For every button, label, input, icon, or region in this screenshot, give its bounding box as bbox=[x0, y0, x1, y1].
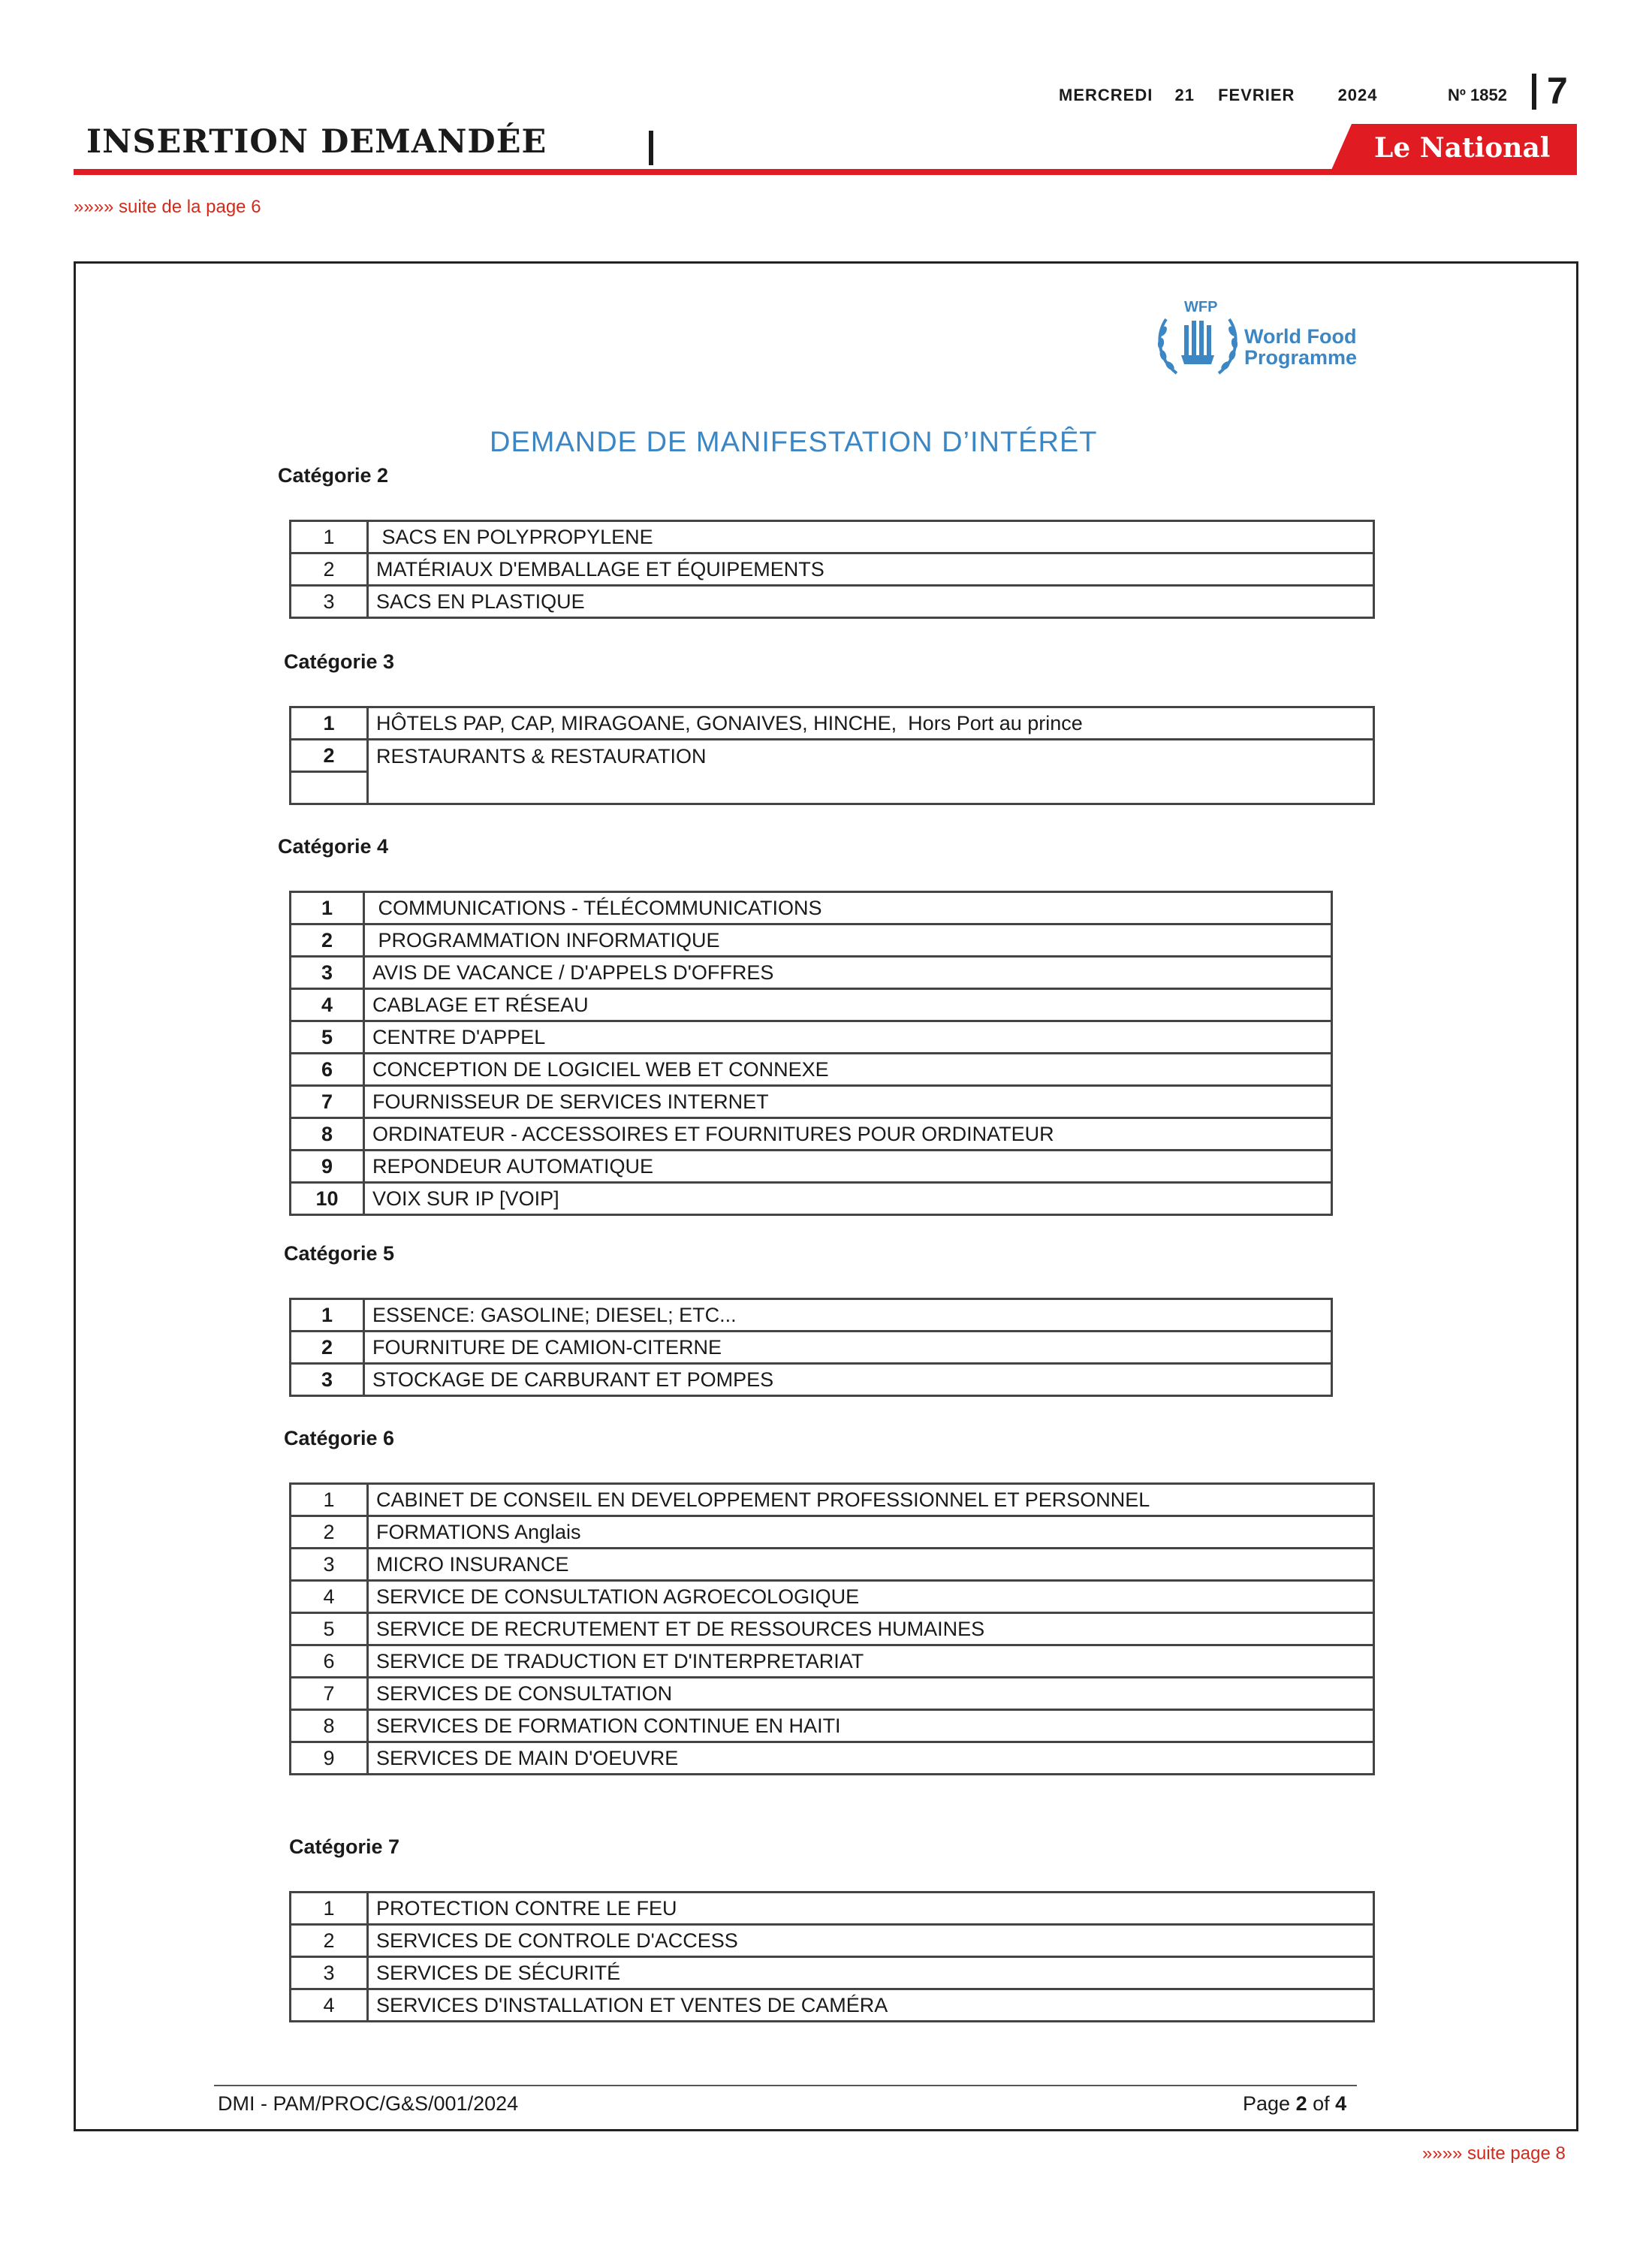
item-number: 2 bbox=[291, 1925, 368, 1957]
item-text: CONCEPTION DE LOGICIEL WEB ET CONNEXE bbox=[364, 1054, 1332, 1086]
item-number: 6 bbox=[291, 1054, 364, 1086]
item-text: HÔTELS PAP, CAP, MIRAGOANE, GONAIVES, HINCHE, Hors Port au prince bbox=[368, 707, 1374, 740]
item-number: 1 bbox=[291, 1484, 368, 1516]
item-text: SERVICE DE RECRUTEMENT ET DE RESSOURCES HUMAINES bbox=[368, 1613, 1374, 1645]
table-row bbox=[291, 1581, 1374, 1613]
table-row bbox=[291, 957, 1332, 989]
table-row bbox=[291, 1021, 1332, 1054]
wfp-logo bbox=[1145, 289, 1385, 387]
page-number-divider bbox=[1532, 74, 1536, 110]
table-row bbox=[291, 1516, 1374, 1549]
table-row bbox=[291, 1957, 1374, 1989]
item-text: SERVICE DE TRADUCTION ET D'INTERPRETARIAT bbox=[368, 1645, 1374, 1678]
table-row bbox=[291, 1054, 1332, 1086]
item-number: 2 bbox=[291, 553, 368, 586]
table-row bbox=[291, 1118, 1332, 1151]
category-4-label: Catégorie 4 bbox=[278, 835, 389, 858]
table-row bbox=[291, 521, 1374, 553]
brand-name: Le National bbox=[1374, 132, 1551, 164]
table-row bbox=[291, 1151, 1332, 1183]
item-text: STOCKAGE DE CARBURANT ET POMPES bbox=[364, 1364, 1332, 1396]
item-number: 1 bbox=[291, 521, 368, 553]
table-row bbox=[291, 1925, 1374, 1957]
item-text: SERVICES DE CONTROLE D'ACCESS bbox=[368, 1925, 1374, 1957]
item-number: 1 bbox=[291, 707, 368, 740]
table-row bbox=[291, 1364, 1332, 1396]
issue-date bbox=[1059, 86, 1378, 105]
item-number: 2 bbox=[291, 1332, 364, 1364]
logo-line-2: Programme bbox=[1244, 346, 1358, 369]
item-text: VOIX SUR IP [VOIP] bbox=[364, 1183, 1332, 1215]
item-text: RESTAURANTS & RESTAURATION bbox=[368, 740, 1374, 804]
logo-line-1: World Food bbox=[1244, 325, 1357, 348]
item-number: 8 bbox=[291, 1710, 368, 1742]
continued-from-note: »»»» suite de la page 6 bbox=[74, 197, 261, 217]
table-row bbox=[291, 740, 1374, 772]
item-text: REPONDEUR AUTOMATIQUE bbox=[364, 1151, 1332, 1183]
table-row bbox=[291, 1893, 1374, 1925]
page-middle: of bbox=[1307, 2092, 1336, 2115]
document-footer-rule bbox=[214, 2085, 1357, 2086]
item-number: 3 bbox=[291, 586, 368, 618]
table-row bbox=[291, 586, 1374, 618]
item-number: 2 bbox=[291, 740, 368, 772]
item-text: CABLAGE ET RÉSEAU bbox=[364, 989, 1332, 1021]
item-number: 9 bbox=[291, 1742, 368, 1775]
table-row bbox=[291, 1710, 1374, 1742]
item-number: 2 bbox=[291, 1516, 368, 1549]
category-3-label: Catégorie 3 bbox=[284, 650, 395, 673]
item-number: 3 bbox=[291, 1364, 364, 1396]
item-number: 5 bbox=[291, 1021, 364, 1054]
document-title: DEMANDE DE MANIFESTATION D’INTÉRÊT bbox=[490, 427, 1098, 458]
item-text: PROGRAMMATION INFORMATIQUE bbox=[364, 924, 1332, 957]
category-6-table bbox=[289, 1482, 1375, 1775]
logo-acronym: WFP bbox=[1184, 299, 1218, 315]
item-number: 8 bbox=[291, 1118, 364, 1151]
item-text: AVIS DE VACANCE / D'APPELS D'OFFRES bbox=[364, 957, 1332, 989]
item-text: SACS EN PLASTIQUE bbox=[368, 586, 1374, 618]
category-5-label: Catégorie 5 bbox=[284, 1242, 395, 1265]
table-row bbox=[291, 892, 1332, 924]
item-number: 2 bbox=[291, 924, 364, 957]
item-text: CABINET DE CONSEIL EN DEVELOPPEMENT PROFESSIONNEL ET PERSONNEL bbox=[368, 1484, 1374, 1516]
category-2-table bbox=[289, 520, 1375, 619]
item-number: 4 bbox=[291, 1581, 368, 1613]
issue-number: Nº 1852 bbox=[1448, 86, 1507, 104]
table-row bbox=[291, 1645, 1374, 1678]
document-reference: DMI - PAM/PROC/G&S/001/2024 bbox=[218, 2092, 519, 2115]
item-number: 10 bbox=[291, 1183, 364, 1215]
item-text: PROTECTION CONTRE LE FEU bbox=[368, 1893, 1374, 1925]
category-5-table bbox=[289, 1298, 1333, 1397]
table-row bbox=[291, 989, 1332, 1021]
item-number: 3 bbox=[291, 957, 364, 989]
item-text: CENTRE D'APPEL bbox=[364, 1021, 1332, 1054]
item-number: 1 bbox=[291, 1893, 368, 1925]
item-text: MICRO INSURANCE bbox=[368, 1549, 1374, 1581]
table-row bbox=[291, 1678, 1374, 1710]
item-number: 4 bbox=[291, 1989, 368, 2022]
item-number: 5 bbox=[291, 1613, 368, 1645]
table-row bbox=[291, 1299, 1332, 1332]
item-text: SERVICES D'INSTALLATION ET VENTES DE CAMÉRA bbox=[368, 1989, 1374, 2022]
item-number: 6 bbox=[291, 1645, 368, 1678]
table-row bbox=[291, 1484, 1374, 1516]
page-total: 4 bbox=[1335, 2092, 1347, 2115]
item-number: 1 bbox=[291, 1299, 364, 1332]
item-text: SACS EN POLYPROPYLENE bbox=[368, 521, 1374, 553]
date-day: 21 bbox=[1174, 86, 1195, 104]
item-text: MATÉRIAUX D'EMBALLAGE ET ÉQUIPEMENTS bbox=[368, 553, 1374, 586]
item-number: 1 bbox=[291, 892, 364, 924]
item-number: 3 bbox=[291, 1957, 368, 1989]
table-row bbox=[291, 553, 1374, 586]
table-row bbox=[291, 924, 1332, 957]
table-row bbox=[291, 1989, 1374, 2022]
item-text: SERVICES DE MAIN D'OEUVRE bbox=[368, 1742, 1374, 1775]
item-text: FORMATIONS Anglais bbox=[368, 1516, 1374, 1549]
category-6-label: Catégorie 6 bbox=[284, 1427, 395, 1449]
category-2-label: Catégorie 2 bbox=[278, 464, 389, 487]
item-text: FOURNITURE DE CAMION-CITERNE bbox=[364, 1332, 1332, 1364]
table-row bbox=[291, 1613, 1374, 1645]
item-text: SERVICE DE CONSULTATION AGROECOLOGIQUE bbox=[368, 1581, 1374, 1613]
table-row bbox=[291, 1742, 1374, 1775]
item-text: SERVICES DE FORMATION CONTINUE EN HAITI bbox=[368, 1710, 1374, 1742]
page-current: 2 bbox=[1295, 2092, 1307, 2115]
item-text: SERVICES DE SÉCURITÉ bbox=[368, 1957, 1374, 1989]
item-text: ESSENCE: GASOLINE; DIESEL; ETC... bbox=[364, 1299, 1332, 1332]
category-7-table bbox=[289, 1891, 1375, 2022]
item-number: 7 bbox=[291, 1678, 368, 1710]
table-row bbox=[291, 1549, 1374, 1581]
item-text: COMMUNICATIONS - TÉLÉCOMMUNICATIONS bbox=[364, 892, 1332, 924]
page-number: 7 bbox=[1547, 70, 1568, 112]
table-row bbox=[291, 1332, 1332, 1364]
date-year: 2024 bbox=[1337, 86, 1378, 104]
continued-to-note: »»»» suite page 8 bbox=[1422, 2143, 1566, 2164]
item-text: SERVICES DE CONSULTATION bbox=[368, 1678, 1374, 1710]
section-title: INSERTION DEMANDÉE bbox=[86, 123, 547, 161]
item-number: 9 bbox=[291, 1151, 364, 1183]
table-row bbox=[291, 1086, 1332, 1118]
item-text: FOURNISSEUR DE SERVICES INTERNET bbox=[364, 1086, 1332, 1118]
item-number: 4 bbox=[291, 989, 364, 1021]
category-7-label: Catégorie 7 bbox=[289, 1835, 400, 1858]
category-4-table bbox=[289, 891, 1333, 1216]
section-title-divider bbox=[649, 131, 653, 165]
item-number bbox=[291, 772, 368, 804]
item-number: 3 bbox=[291, 1549, 368, 1581]
table-row bbox=[291, 707, 1374, 740]
date-month: FEVRIER bbox=[1218, 86, 1295, 104]
category-3-table bbox=[289, 706, 1375, 805]
page-prefix: Page bbox=[1243, 2092, 1296, 2115]
item-text: ORDINATEUR - ACCESSOIRES ET FOURNITURES POUR ORDINATEUR bbox=[364, 1118, 1332, 1151]
document-page-indicator bbox=[1243, 2092, 1346, 2116]
table-row bbox=[291, 1183, 1332, 1215]
date-weekday: MERCREDI bbox=[1059, 86, 1153, 104]
item-number: 7 bbox=[291, 1086, 364, 1118]
